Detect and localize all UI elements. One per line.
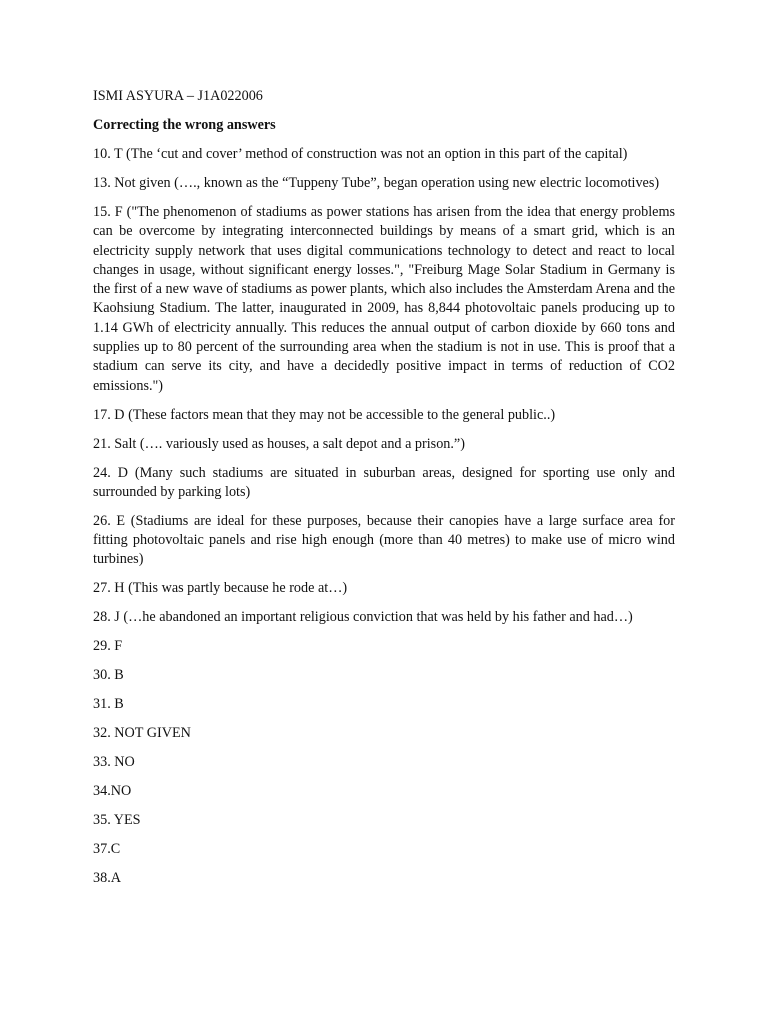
- document-body: [93, 87, 675, 898]
- answer-38: 38.A: [93, 870, 121, 887]
- answer-29: 29. F: [93, 638, 123, 655]
- answer-26: 26. E (Stadiums are ideal for these purposes, because their canopies have a large surface area for fitting photovoltaic panels and rise high enough (more than 40 metres) to make use of micro wind turbines): [93, 512, 675, 568]
- answer-30: 30. B: [93, 667, 124, 684]
- answer-35: 35. YES: [93, 812, 141, 829]
- answer-28: 28. J (…he abandoned an important religious conviction that was held by his father and had…): [93, 609, 633, 626]
- answer-13: 13. Not given (…., known as the “Tuppeny Tube”, began operation using new electric locomotives): [93, 174, 660, 191]
- answer-24: 24. D (Many such stadiums are situated in suburban areas, designed for sporting use only and surrounded by parking lots): [93, 464, 675, 500]
- answer-34: 34.NO: [93, 783, 132, 800]
- answer-33: 33. NO: [93, 754, 135, 771]
- answer-32: 32. NOT GIVEN: [93, 725, 191, 742]
- answer-21: 21. Salt (…. variously used as houses, a salt depot and a prison.”): [93, 435, 465, 452]
- answer-10: 10. T (The ‘cut and cover’ method of construction was not an option in this part of the capital): [93, 145, 628, 162]
- answer-27: 27. H (This was partly because he rode at…): [93, 580, 348, 597]
- answer-15: 15. F ("The phenomenon of stadiums as power stations has arisen from the idea that energy problems can be overcome by integrating interconnected buildings by means of a smart grid, which is an electricity supply network that uses digital communications technology to detect and react to local changes in usage, without significant energy losses.", "Freiburg Mage Solar Stadium in Germany is the first of a new wave of stadiums as power plants, which also includes the Amsterdam Arena and the Kaohsiung Stadium. The latter, inaugurated in 2009, has 8,844 photovoltaic panels producing up to 1.14 GWh of electricity annually. This reduces the annual output of carbon dioxide by 660 tons and supplies up to 80 percent of the surrounding area when the stadium is not in use. This is proof that a stadium can serve its city, and have a decidedly positive impact in terms of reduction of CO2 emissions."): [93, 203, 675, 394]
- answer-31: 31. B: [93, 696, 124, 713]
- author-line: ISMI ASYURA – J1A022006: [93, 88, 263, 104]
- answer-17: 17. D (These factors mean that they may not be accessible to the general public..): [93, 406, 556, 423]
- answer-37: 37.C: [93, 841, 121, 858]
- document-heading: Correcting the wrong answers: [93, 116, 276, 133]
